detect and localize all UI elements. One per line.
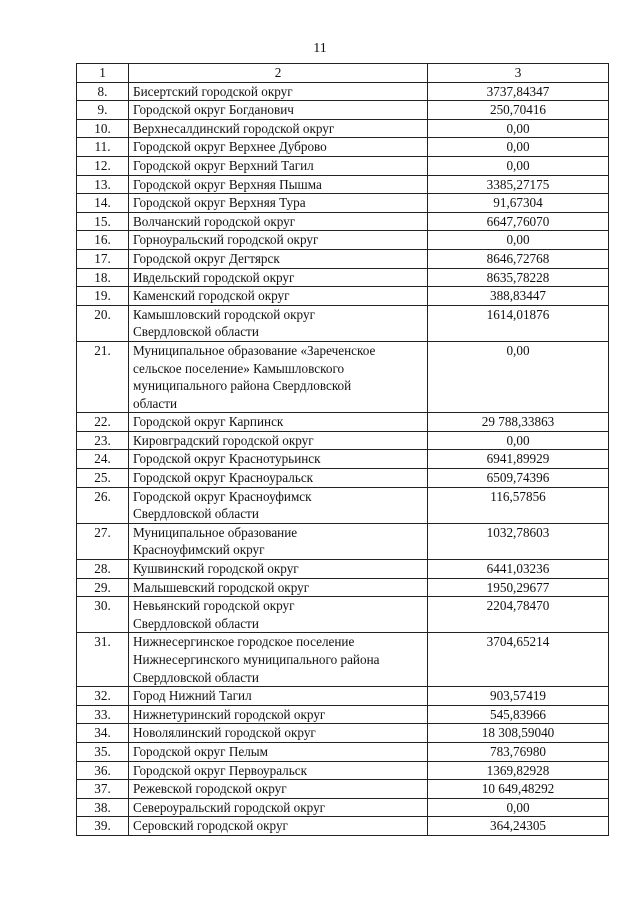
municipality-name-line: Серовский городской округ (133, 818, 288, 834)
row-number-cell: 10. (77, 119, 129, 138)
municipality-name-line: Город Нижний Тагил (133, 688, 252, 704)
municipality-name-line: Кировградский городской округ (133, 432, 314, 448)
amount-cell: 3737,84347 (428, 82, 609, 101)
amount-cell: 91,67304 (428, 194, 609, 213)
table-body (77, 64, 609, 836)
municipality-name-line: Кушвинский городской округ (133, 561, 299, 577)
row-number-cell: 19. (77, 287, 129, 306)
municipality-name-line: муниципального района Свердловской (133, 378, 352, 394)
row-number-cell: 33. (77, 705, 129, 724)
row-number-cell: 21. (77, 341, 129, 412)
municipality-name-cell (129, 687, 428, 706)
amount-cell: 545,83966 (428, 705, 609, 724)
municipality-name-cell (129, 761, 428, 780)
municipality-name-cell (129, 705, 428, 724)
table-row (77, 212, 609, 231)
row-number-cell: 16. (77, 231, 129, 250)
municipality-name-line: Верхнесалдинский городской округ (133, 120, 335, 136)
municipality-name-cell (129, 469, 428, 488)
row-number-cell: 26. (77, 487, 129, 523)
municipality-name-cell (129, 597, 428, 633)
row-number-cell: 24. (77, 450, 129, 469)
amount-cell: 3704,65214 (428, 633, 609, 687)
row-number-cell: 34. (77, 724, 129, 743)
municipality-name-cell (129, 578, 428, 597)
table-row (77, 249, 609, 268)
municipality-name-line: сельское поселение» Камышловского (133, 360, 345, 376)
municipality-name-line: Городской округ Карпинск (133, 414, 284, 430)
municipality-name-cell (129, 523, 428, 559)
municipality-name-line: Ивдельский городской округ (133, 269, 295, 285)
table-row (77, 578, 609, 597)
amount-cell: 116,57856 (428, 487, 609, 523)
amount-cell: 0,00 (428, 431, 609, 450)
row-number-cell: 15. (77, 212, 129, 231)
amount-cell: 8635,78228 (428, 268, 609, 287)
amount-cell: 6441,03236 (428, 560, 609, 579)
table-row (77, 138, 609, 157)
amount-cell: 1032,78603 (428, 523, 609, 559)
amount-cell: 1614,01876 (428, 305, 609, 341)
municipality-name-cell (129, 194, 428, 213)
municipality-name-cell (129, 212, 428, 231)
table-row (77, 817, 609, 836)
municipality-name-line: Нижнетуринский городской округ (133, 706, 326, 722)
municipality-name-cell (129, 560, 428, 579)
table-row (77, 523, 609, 559)
municipality-name-line: области (133, 395, 178, 411)
municipality-name-cell (129, 175, 428, 194)
municipality-name-line: Городской округ Красноуральск (133, 470, 314, 486)
municipality-name-cell (129, 119, 428, 138)
table-row (77, 705, 609, 724)
table-row (77, 305, 609, 341)
table-row (77, 469, 609, 488)
table-row (77, 101, 609, 120)
table-row (77, 82, 609, 101)
municipality-name-line: Новолялинский городской округ (133, 725, 316, 741)
header-cell-col3: 3 (428, 64, 609, 83)
row-number-cell: 30. (77, 597, 129, 633)
amount-cell: 29 788,33863 (428, 413, 609, 432)
amount-cell: 6647,76070 (428, 212, 609, 231)
municipality-name-line: Муниципальное образование (133, 524, 298, 540)
municipality-name-line: Муниципальное образование «Зареченское (133, 342, 376, 358)
row-number-cell: 28. (77, 560, 129, 579)
amount-cell: 250,70416 (428, 101, 609, 120)
row-number-cell: 37. (77, 780, 129, 799)
table-row (77, 742, 609, 761)
row-number-cell: 12. (77, 156, 129, 175)
table-row (77, 119, 609, 138)
table-row (77, 413, 609, 432)
table-header-row (77, 64, 609, 83)
municipality-name-line: Городской округ Красноуфимск (133, 488, 312, 504)
table-row (77, 761, 609, 780)
header-cell-col1: 1 (77, 64, 129, 83)
table-row (77, 487, 609, 523)
municipality-name-cell (129, 268, 428, 287)
municipality-name-line: Свердловской области (133, 615, 259, 631)
table-row (77, 450, 609, 469)
row-number-cell: 17. (77, 249, 129, 268)
row-number-cell: 20. (77, 305, 129, 341)
municipality-name-line: Городской округ Верхний Тагил (133, 157, 314, 173)
municipality-name-cell (129, 305, 428, 341)
amount-cell: 0,00 (428, 156, 609, 175)
municipality-name-cell (129, 742, 428, 761)
municipality-name-cell (129, 231, 428, 250)
row-number-cell: 27. (77, 523, 129, 559)
table-row (77, 341, 609, 412)
amount-cell: 364,24305 (428, 817, 609, 836)
table-row (77, 633, 609, 687)
municipality-name-line: Городской округ Первоуральск (133, 762, 308, 778)
table-row (77, 687, 609, 706)
municipality-name-line: Нижнесергинское городское поселение (133, 634, 355, 650)
row-number-cell: 22. (77, 413, 129, 432)
table-row (77, 268, 609, 287)
row-number-cell: 38. (77, 798, 129, 817)
table-row (77, 431, 609, 450)
amount-cell: 10 649,48292 (428, 780, 609, 799)
municipality-name-line: Свердловской области (133, 669, 259, 685)
municipality-name-line: Волчанский городской округ (133, 213, 296, 229)
municipality-name-line: Свердловской области (133, 324, 259, 340)
municipality-name-cell (129, 287, 428, 306)
municipality-name-cell (129, 413, 428, 432)
row-number-cell: 14. (77, 194, 129, 213)
municipality-name-line: Бисертский городской округ (133, 83, 293, 99)
municipality-name-cell (129, 633, 428, 687)
table-row (77, 175, 609, 194)
table-row (77, 156, 609, 175)
table-row (77, 287, 609, 306)
municipality-name-line: Невьянский городской округ (133, 598, 295, 614)
municipality-name-line: Городской округ Дегтярск (133, 250, 280, 266)
row-number-cell: 11. (77, 138, 129, 157)
amount-cell: 0,00 (428, 119, 609, 138)
municipality-name-line: Городской округ Верхнее Дуброво (133, 139, 327, 155)
row-number-cell: 36. (77, 761, 129, 780)
municipality-name-line: Городской округ Богданович (133, 102, 294, 118)
row-number-cell: 39. (77, 817, 129, 836)
amount-cell: 2204,78470 (428, 597, 609, 633)
page-number: 11 (313, 41, 327, 56)
row-number-cell: 25. (77, 469, 129, 488)
municipality-name-cell (129, 817, 428, 836)
municipality-name-line: Городской округ Верхняя Тура (133, 195, 306, 211)
municipality-name-cell (129, 82, 428, 101)
row-number-cell: 35. (77, 742, 129, 761)
amount-cell: 0,00 (428, 231, 609, 250)
row-number-cell: 8. (77, 82, 129, 101)
municipality-name-line: Городской округ Верхняя Пышма (133, 176, 322, 192)
amount-cell: 3385,27175 (428, 175, 609, 194)
municipality-name-line: Режевской городской округ (133, 781, 287, 797)
amount-cell: 1369,82928 (428, 761, 609, 780)
amount-cell: 8646,72768 (428, 249, 609, 268)
municipality-name-line: Горноуральский городской округ (133, 232, 319, 248)
table-row (77, 724, 609, 743)
municipality-name-line: Камышловский городской округ (133, 306, 315, 322)
municipality-name-line: Городской округ Пелым (133, 743, 268, 759)
amount-cell: 6509,74396 (428, 469, 609, 488)
amount-cell: 0,00 (428, 138, 609, 157)
municipality-name-cell (129, 249, 428, 268)
data-table (76, 63, 609, 836)
row-number-cell: 9. (77, 101, 129, 120)
row-number-cell: 18. (77, 268, 129, 287)
municipality-name-cell (129, 341, 428, 412)
amount-cell: 6941,89929 (428, 450, 609, 469)
table-row (77, 560, 609, 579)
municipality-name-cell (129, 101, 428, 120)
municipality-name-line: Свердловской области (133, 506, 259, 522)
row-number-cell: 31. (77, 633, 129, 687)
municipality-name-cell (129, 780, 428, 799)
table-row (77, 231, 609, 250)
table-row (77, 780, 609, 799)
amount-cell: 0,00 (428, 798, 609, 817)
amount-cell: 18 308,59040 (428, 724, 609, 743)
amount-cell: 903,57419 (428, 687, 609, 706)
table-row (77, 194, 609, 213)
municipality-name-cell (129, 450, 428, 469)
municipality-name-cell (129, 487, 428, 523)
municipality-name-line: Городской округ Краснотурьинск (133, 451, 321, 467)
row-number-cell: 29. (77, 578, 129, 597)
table-row (77, 798, 609, 817)
amount-cell: 388,83447 (428, 287, 609, 306)
municipality-name-line: Североуральский городской округ (133, 799, 326, 815)
row-number-cell: 23. (77, 431, 129, 450)
municipality-name-cell (129, 798, 428, 817)
municipality-name-cell (129, 431, 428, 450)
municipality-name-cell (129, 724, 428, 743)
header-cell-col2: 2 (129, 64, 428, 83)
table-row (77, 597, 609, 633)
municipality-name-cell (129, 156, 428, 175)
amount-cell: 0,00 (428, 341, 609, 412)
municipality-name-line: Нижнесергинского муниципального района (133, 652, 380, 667)
municipality-name-line: Каменский городской округ (133, 288, 290, 304)
municipality-name-cell (129, 138, 428, 157)
row-number-cell: 13. (77, 175, 129, 194)
municipality-name-line: Красноуфимский округ (133, 542, 265, 558)
amount-cell: 1950,29677 (428, 578, 609, 597)
amount-cell: 783,76980 (428, 742, 609, 761)
row-number-cell: 32. (77, 687, 129, 706)
municipality-name-line: Малышевский городской округ (133, 579, 310, 595)
